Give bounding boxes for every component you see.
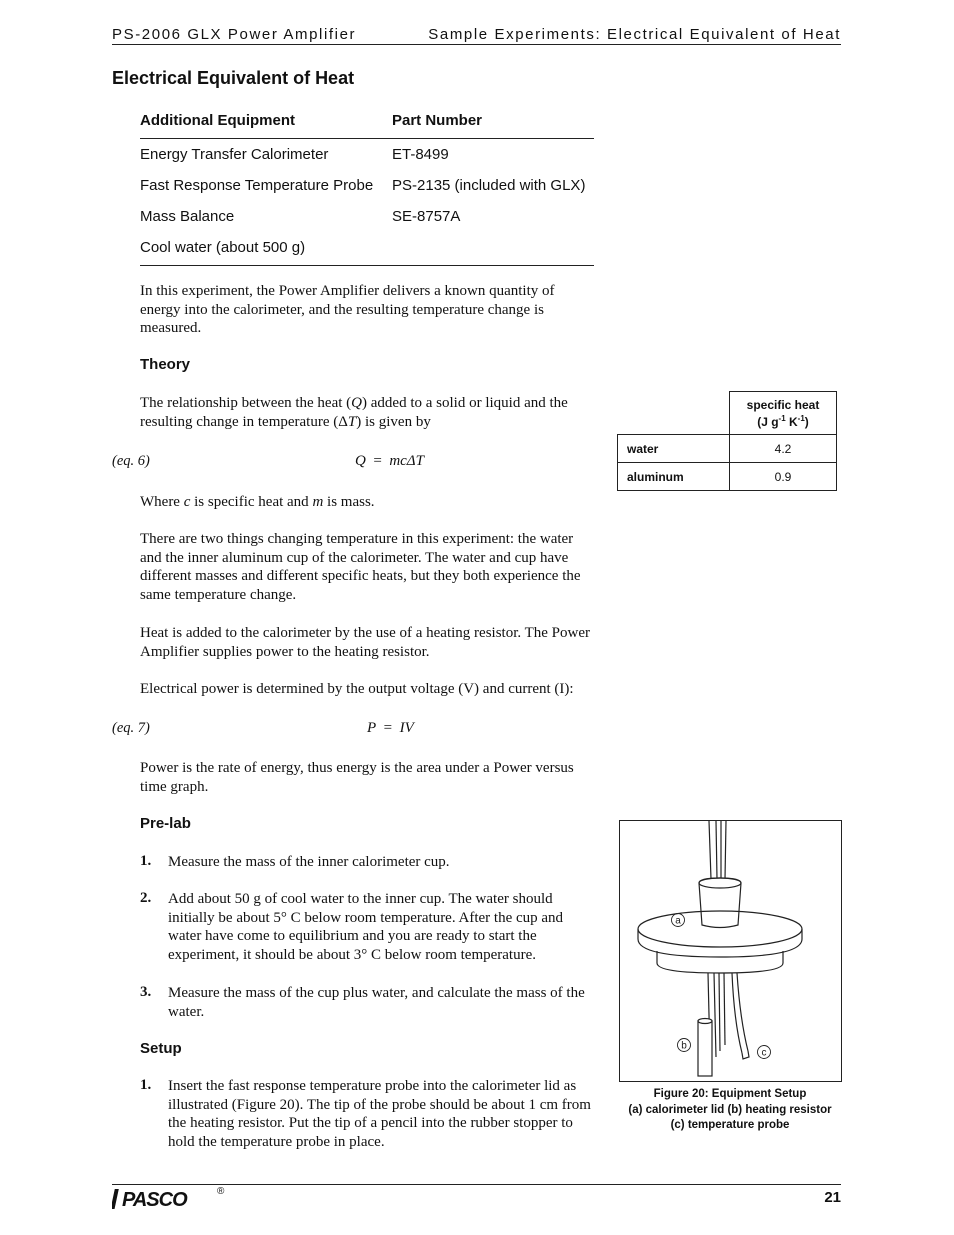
header-unit: K <box>785 414 798 429</box>
caption-line: (c) temperature probe <box>670 1119 790 1131</box>
part-number: ET-8499 <box>392 146 449 163</box>
symbol-t: T <box>347 413 357 430</box>
prelab-item-text: Measure the mass of the cup plus water, and calculate the mass of the water. <box>168 985 585 1020</box>
pasco-logo <box>112 1188 214 1215</box>
specific-heat-value: 4.2 <box>730 435 837 463</box>
specific-heat-value: 0.9 <box>730 463 837 491</box>
symbol-m: m <box>312 494 324 510</box>
prelab-item-text: Add about 50 g of cool water to the inner cup. The water should initially be about 5° C below room temperature. After the cup and water have come to equilibrium and you are ready to start the experiment, it should be about 3° C below room temperature. <box>168 891 564 963</box>
footer-rule <box>112 1184 841 1185</box>
theory-paragraph-2 <box>140 493 592 512</box>
prelab-item-number: 3. <box>140 984 152 1000</box>
table-header-row <box>618 392 837 435</box>
prelab-heading: Pre-lab <box>140 815 191 832</box>
label-b: b <box>681 1040 687 1052</box>
label-c: c <box>761 1047 767 1059</box>
table-bottom-rule <box>140 265 594 266</box>
theory-heading: Theory <box>140 356 191 373</box>
text-run: ) is given by <box>356 413 431 430</box>
equipment-name: Mass Balance <box>140 208 235 225</box>
equipment-table-header <box>140 112 594 139</box>
table-row <box>140 139 594 170</box>
equation-6 <box>355 453 424 470</box>
theory-paragraph-6: Power is the rate of energy, thus energy is the area under a Power versus time graph. <box>140 760 574 795</box>
eq-rhs: IV <box>399 720 414 736</box>
eq-lhs: Q <box>355 453 366 469</box>
intro-paragraph: In this experiment, the Power Amplifier delivers a known quantity of energy into the calorimeter, and the resulting temperature change is measured. <box>140 283 555 337</box>
eq-sign: = <box>383 720 393 736</box>
header-rule <box>112 44 841 45</box>
pasco-logo-mark <box>112 1188 214 1210</box>
specific-heat-table <box>617 391 837 491</box>
text-run: The relationship between the heat ( <box>140 395 352 411</box>
part-number: SE-8757A <box>392 208 461 225</box>
theory-paragraph-3: There are two things changing temperature in this experiment: the water and the inner aluminum cup of the calorimeter. The water and cup have different masses and different specific heats, but they both experience the same temperature change. <box>140 531 581 603</box>
prelab-item-text: Measure the mass of the inner calorimeter cup. <box>168 854 450 870</box>
column-header-part-number: Part Number <box>392 112 483 129</box>
equation-7-label: (eq. 7) <box>112 720 150 736</box>
prelab-item-number: 2. <box>140 890 152 906</box>
equipment-table <box>140 112 594 266</box>
header-sup: -1 <box>797 413 805 423</box>
blank-cell <box>618 392 730 435</box>
column-header-equipment: Additional Equipment <box>140 112 295 129</box>
page-number: 21 <box>824 1189 841 1206</box>
header-unit: ) <box>804 414 809 429</box>
equipment-name: Energy Transfer Calorimeter <box>140 146 329 163</box>
pasco-logo-text: PASCO <box>122 1189 187 1210</box>
setup-heading: Setup <box>140 1040 182 1057</box>
figure-caption <box>617 1087 843 1134</box>
equation-6-label: (eq. 6) <box>112 453 150 469</box>
theory-paragraph-5: Electrical power is determined by the output voltage (V) and current (I): <box>140 681 574 697</box>
table-row <box>140 170 594 201</box>
header-sup: -1 <box>778 413 786 423</box>
symbol-q: Q <box>351 395 363 411</box>
eq-sign: = <box>373 453 382 469</box>
caption-line: (a) calorimeter lid (b) heating resistor <box>628 1103 832 1116</box>
equation-7 <box>367 720 414 737</box>
table-row <box>140 201 594 232</box>
running-header-left: PS-2006 GLX Power Amplifier <box>112 26 357 43</box>
equipment-name: Cool water (about 500 g) <box>140 239 306 256</box>
text-run: is mass. <box>323 494 375 510</box>
material-name: water <box>618 435 730 463</box>
registered-mark: ® <box>217 1186 225 1197</box>
calorimeter-illustration <box>620 821 841 1081</box>
table-row <box>618 463 837 491</box>
header-line-1: specific heat <box>746 397 820 412</box>
label-a: a <box>675 915 681 927</box>
running-header-right: Sample Experiments: Electrical Equivalent of Heat <box>428 26 841 43</box>
theory-paragraph-4: Heat is added to the calorimeter by the use of a heating resistor. The Power Amplifier supplies power to the heating resistor. <box>140 625 590 660</box>
text-run: ) added to a solid or liquid and the resulting change in temperature (Δ <box>140 395 568 430</box>
symbol-c: c <box>183 494 191 510</box>
page-title: Electrical Equivalent of Heat <box>112 68 355 88</box>
setup-item-text: Insert the fast response temperature probe into the calorimeter lid as illustrated (Figure 20). The tip of the probe should be about 1 cm from the heating resistor. Put the tip of a pencil into the rubber stopper to hold the temperature probe in place. <box>168 1078 591 1150</box>
equipment-name: Fast Response Temperature Probe <box>140 177 374 194</box>
header-unit: (J g <box>757 414 779 429</box>
caption-line: Figure 20: Equipment Setup <box>653 1088 807 1100</box>
prelab-item-number: 1. <box>140 853 152 869</box>
material-name: aluminum <box>618 463 730 491</box>
setup-item-number: 1. <box>140 1077 152 1093</box>
text-run: Where <box>140 494 184 510</box>
part-number: PS-2135 (included with GLX) <box>392 177 586 194</box>
specific-heat-header <box>730 392 837 435</box>
table-row <box>140 232 594 263</box>
equipment-setup-figure <box>619 820 842 1082</box>
eq-rhs: mcΔT <box>389 453 424 469</box>
eq-lhs: P <box>367 720 377 736</box>
table-row <box>618 435 837 463</box>
text-run: is specific heat and <box>190 494 313 510</box>
theory-paragraph-1 <box>140 394 592 431</box>
